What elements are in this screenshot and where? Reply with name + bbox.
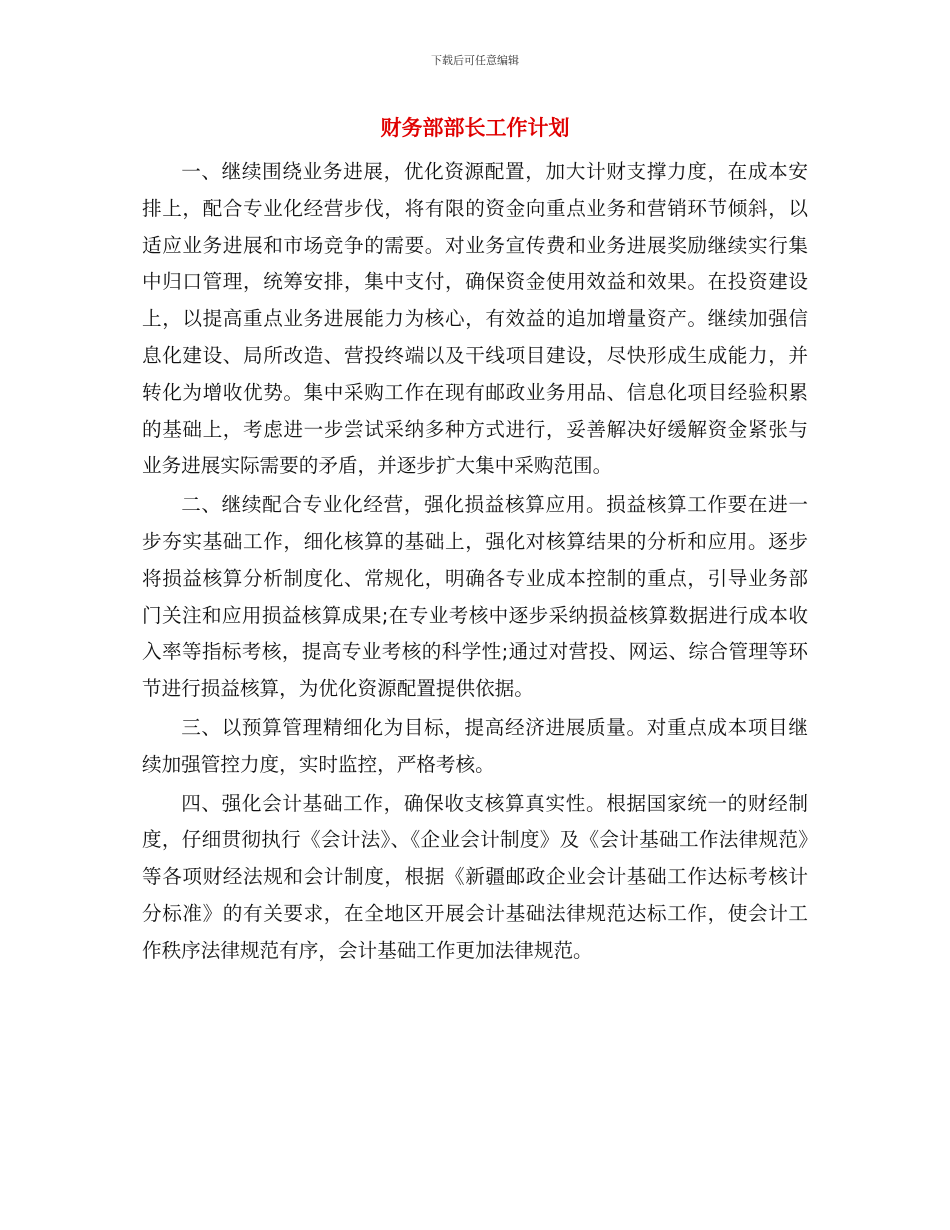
document-body bbox=[142, 154, 808, 972]
document-title: 财务部部长工作计划 bbox=[380, 115, 570, 140]
paragraph-2: 二、继续配合专业化经营，强化损益核算应用。损益核算工作要在进一步夯实基础工作，细化核算的基础上，强化对核算结果的分析和应用。逐步将损益核算分析制度化、常规化，明确各专业成本控制的重点，引导业务部门关注和应用损益核算成果;在专业考核中逐步采纳损益核算数据进行成本收入率等指标考核，提高专业考核的科学性;通过对营投、网运、综合管理等环节进行损益核算，为优化资源配置提供依据。 bbox=[142, 493, 808, 701]
paragraph-1: 一、继续围绕业务进展，优化资源配置，加大计财支撑力度，在成本安排上，配合专业化经营步伐，将有限的资金向重点业务和营销环节倾斜，以适应业务进展和市场竞争的需要。对业务宣传费和业务进展奖励继续实行集中归口管理，统筹安排，集中支付，确保资金使用效益和效果。在投资建设上，以提高重点业务进展能力为核心，有效益的追加增量资产。继续加强信息化建设、局所改造、营投终端以及干线项目建设，尽快形成生成能力，并转化为增收优势。集中采购工作在现有邮政业务用品、信息化项目经验积累的基础上，考虑进一步尝试采纳多种方式进行，妥善解决好缓解资金紧张与业务进展实际需要的矛盾，并逐步扩大集中采购范围。 bbox=[142, 160, 808, 478]
page-header-note: 下载后可任意编辑 bbox=[431, 54, 519, 67]
paragraph-3: 三、以预算管理精细化为目标，提高经济进展质量。对重点成本项目继续加强管控力度，实时监控，严格考核。 bbox=[142, 715, 808, 776]
paragraph-4: 四、强化会计基础工作，确保收支核算真实性。根据国家统一的财经制度，仔细贯彻执行《会计法》、《企业会计制度》及《会计基础工作法律规范》等各项财经法规和会计制度，根据《新疆邮政企业会计基础工作达标考核计分标准》的有关要求，在全地区开展会计基础法律规范达标工作，使会计工作秩序法律规范有序，会计基础工作更加法律规范。 bbox=[142, 791, 808, 962]
